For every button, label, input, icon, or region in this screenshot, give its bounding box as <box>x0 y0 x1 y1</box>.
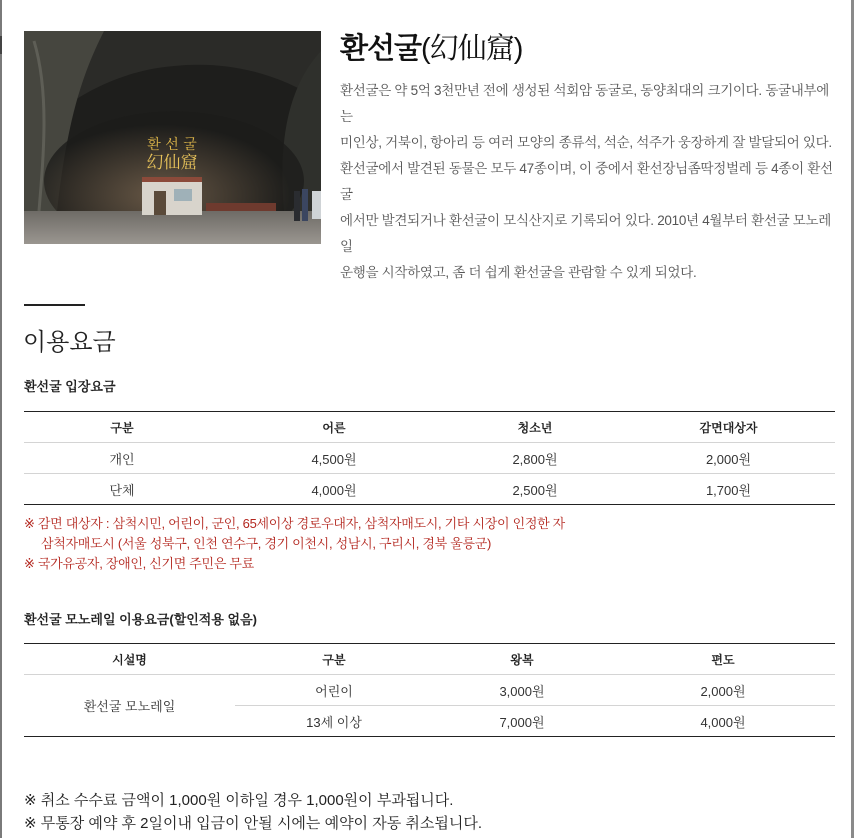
cell-round-trip: 3,000원 <box>433 675 611 706</box>
note-line: 삼척자매도시 (서울 성북구, 인천 연수구, 경기 이천시, 성남시, 구리시, 경북 울릉군) <box>41 536 491 551</box>
note-line: ※ 감면 대상자 : 삼척시민, 어린이, 군인, 65세이상 경로우대자, 삼척자매도시, 기타 시장이 인정한 자 <box>24 516 565 531</box>
cell-category: 어린이 <box>235 675 433 706</box>
table-row <box>24 675 835 706</box>
header-discount: 감면대상자 <box>699 420 758 435</box>
fees-section-title: 이용요금 <box>23 329 116 356</box>
cell-round-trip: 7,000원 <box>433 706 611 737</box>
header-one-way: 편도 <box>711 652 735 667</box>
notice-line: ※ 무통장 예약 후 2일이내 입금이 안될 시에는 예약이 자동 취소됩니다. <box>24 815 482 832</box>
cell-discount: 1,700원 <box>705 482 752 498</box>
title-hanja: (幻仙窟) <box>421 33 523 65</box>
cell-one-way: 4,000원 <box>611 706 835 737</box>
cell-adult: 4,000원 <box>311 482 357 498</box>
reservation-notice <box>24 789 835 835</box>
monorail-fee-table <box>24 643 835 737</box>
cell-one-way: 2,000원 <box>611 675 835 706</box>
header-round-trip: 왕복 <box>510 652 534 667</box>
cell-youth: 2,500원 <box>512 482 558 498</box>
description-line: 에서만 발견되거나 환선굴이 모식산지로 기록되어 있다. 2010년 4월부터 환선굴 모노레일 <box>340 213 832 254</box>
photo-sign-line1: 환 선 굴 <box>147 137 197 153</box>
cell-adult: 4,500원 <box>311 451 357 467</box>
table-header-row <box>24 412 835 443</box>
attraction-title <box>340 26 522 67</box>
cave-photo <box>24 31 321 244</box>
cell-category: 13세 이상 <box>235 706 433 737</box>
cell-category: 단체 <box>109 482 135 498</box>
table-row <box>24 443 835 474</box>
attraction-description <box>340 78 835 286</box>
cell-discount: 2,000원 <box>705 451 752 467</box>
note-line: ※ 국가유공자, 장애인, 신기면 주민은 무료 <box>24 556 254 571</box>
cell-youth: 2,800원 <box>512 451 558 467</box>
header-adult: 어른 <box>322 420 346 435</box>
table-header-row <box>24 644 835 675</box>
header-category: 구분 <box>110 420 134 435</box>
cell-category: 개인 <box>109 451 135 467</box>
notice-line: ※ 취소 수수료 금액이 1,000원 이하일 경우 1,000원이 부과됩니다. <box>24 792 454 809</box>
header-facility: 시설명 <box>112 652 147 667</box>
description-line: 미인상, 거북이, 항아리 등 여러 모양의 종류석, 석순, 석주가 웅장하게 잘 발달되어 있다. <box>340 135 832 150</box>
entrance-fee-table <box>24 411 835 505</box>
discount-notes <box>24 514 584 574</box>
attraction-detail-popup <box>2 0 851 838</box>
monorail-fee-title: 환선굴 모노레일 이용요금(할인적용 없음) <box>24 612 257 627</box>
table-row <box>24 474 835 505</box>
description-line: 환선굴은 약 5억 3천만년 전에 생성된 석회암 동굴로, 동양최대의 크기이다. 동굴내부에는 <box>340 83 830 124</box>
cave-entrance-image <box>24 31 321 244</box>
section-divider <box>24 304 85 306</box>
description-line: 운행을 시작하였고, 좀 더 쉽게 환선굴을 관람할 수 있게 되었다. <box>340 265 697 280</box>
title-hangul: 환선굴 <box>340 33 422 65</box>
cell-facility: 환선굴 모노레일 <box>24 675 235 737</box>
entrance-fee-title: 환선굴 입장요금 <box>24 379 116 394</box>
header-youth: 청소년 <box>517 420 553 435</box>
header-category: 구분 <box>322 652 346 667</box>
description-line: 환선굴에서 발견된 동물은 모두 47종이며, 이 중에서 환선장님좀딱정벌레 등 4종이 환선굴 <box>340 161 833 202</box>
photo-sign-line2: 幻仙窟 <box>146 153 198 173</box>
